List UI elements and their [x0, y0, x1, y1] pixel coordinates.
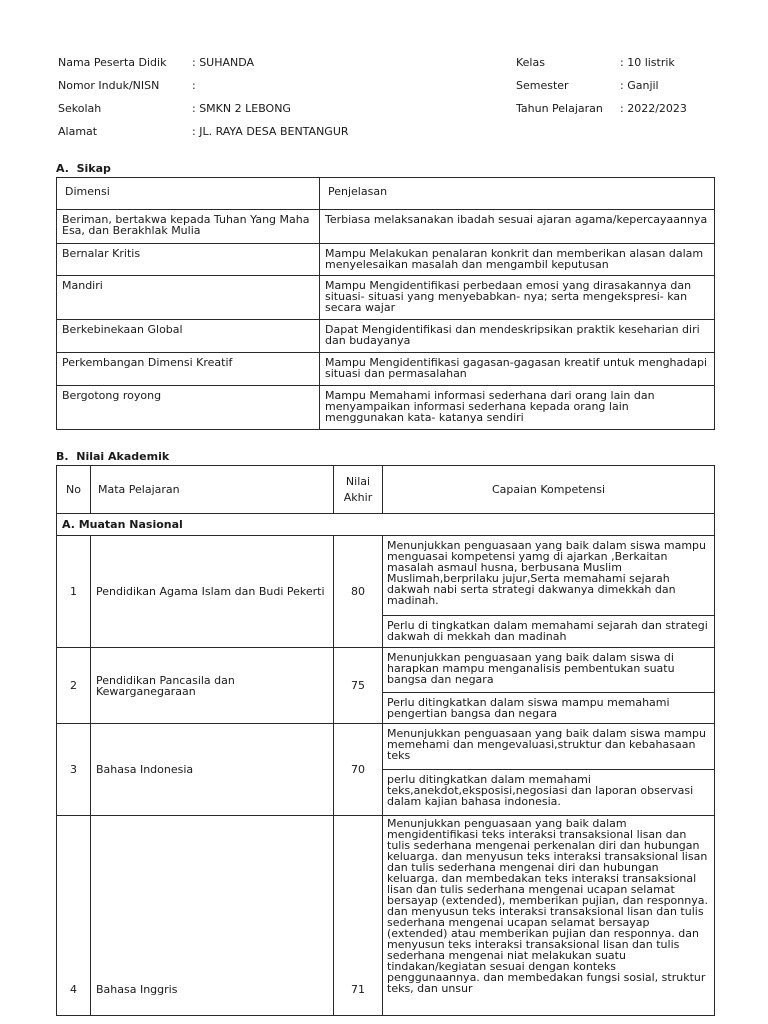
final-score: 70 [334, 724, 383, 816]
dimensi-cell: Bergotong royong [57, 386, 320, 430]
header-penjelasan: Penjelasan [320, 178, 715, 210]
penjelasan-cell: Mampu Melakukan penalaran konkrit dan memberikan alasan dalam menyelesaikan masalah dan mengambil keputusan [320, 244, 715, 276]
info-label: Nama Peserta Didik [58, 56, 167, 69]
dimensi-cell: Mandiri [57, 276, 320, 320]
section-akademik-title [56, 450, 169, 463]
competency-improve: perlu ditingkatkan dalam memahami teks,anekdot,eksposisi,negosiasi dan laporan observasi dalam kajian bahasa indonesia. [383, 769, 714, 815]
akademik-table [56, 465, 715, 1016]
subject-name: Bahasa Inggris [91, 816, 334, 1016]
table-row [57, 353, 715, 386]
table-row [57, 244, 715, 276]
info-value: : SUHANDA [192, 56, 255, 69]
competency-strength: Menunjukkan penguasaan yang baik dalam siswa mampu memehami dan mengevaluasi,struktur dan kebahasaan teks [387, 727, 707, 762]
table-row [57, 276, 715, 320]
competency-cell [383, 648, 715, 724]
info-value: : 10 listrik [620, 56, 675, 69]
row-number: 1 [57, 536, 91, 648]
section-name: Nilai Akademik [76, 450, 170, 463]
penjelasan-cell: Mampu Memahami informasi sederhana dari orang lain dan menyampaikan informasi sederhana kepada orang lain menggunakan kata- katanya sendiri [320, 386, 715, 430]
header-capaian: Capaian Kompetensi [383, 466, 715, 514]
competency-improve: Perlu ditingkatkan dalam siswa mampu memahami pengertian bangsa dan negara [383, 692, 714, 723]
info-value: : [192, 79, 196, 92]
final-score: 71 [334, 816, 383, 1016]
table-row [57, 320, 715, 353]
competency-strength: Menunjukkan penguasaan yang baik dalam siswa di harapkan mampu menganalisis pembentukan suatu bangsa dan negara [387, 651, 675, 686]
info-label: Sekolah [58, 102, 102, 115]
competency-cell [383, 724, 715, 816]
group-label: A. Muatan Nasional [57, 514, 715, 536]
info-label: Alamat [58, 125, 98, 138]
subject-name: Pendidikan Pancasila dan Kewarganegaraan [91, 648, 334, 724]
dimensi-cell: Beriman, bertakwa kepada Tuhan Yang Maha Esa, dan Berakhlak Mulia [57, 210, 320, 244]
table-row [57, 724, 715, 816]
section-name: Sikap [76, 162, 111, 175]
competency-strength: Menunjukkan penguasaan yang baik dalam siswa mampu menguasai kompetensi yamg di ajarkan ,Berkaitan masalah asmaul husna, berbusana Muslim Muslimah,berprilaku jujur,Serta memahami sejarah dakwah nabi serta strategi dakwanya dimekkah dan madinah. [387, 539, 707, 607]
header-dimensi: Dimensi [57, 178, 320, 210]
penjelasan-cell: Mampu Mengidentifikasi perbedaan emosi yang dirasakannya dan situasi- situasi yang menyebabkan- nya; serta mengekspresi- kan secara wajar [320, 276, 715, 320]
subject-name: Pendidikan Agama Islam dan Budi Pekerti [91, 536, 334, 648]
header-nilai-akhir: Nilai Akhir [334, 466, 383, 514]
row-number: 4 [57, 816, 91, 1016]
dimensi-cell: Bernalar Kritis [57, 244, 320, 276]
section-letter: B. [56, 450, 69, 463]
subject-name: Bahasa Indonesia [91, 724, 334, 816]
table-row [57, 210, 715, 244]
table-row [57, 386, 715, 430]
sikap-table [56, 177, 715, 430]
info-label: Kelas [516, 56, 545, 69]
header-mata-pelajaran: Mata Pelajaran [91, 466, 334, 514]
competency-cell [383, 816, 715, 1016]
dimensi-cell: Perkembangan Dimensi Kreatif [57, 353, 320, 386]
info-value: : JL. RAYA DESA BENTANGUR [192, 125, 349, 138]
dimensi-cell: Berkebinekaan Global [57, 320, 320, 353]
competency-improve: Perlu di tingkatkan dalam memahami sejarah dan strategi dakwah di mekkah dan madinah [383, 615, 714, 647]
final-score: 75 [334, 648, 383, 724]
penjelasan-cell: Dapat Mengidentifikasi dan mendeskripsikan praktik keseharian diri dan budayanya [320, 320, 715, 353]
table-row [57, 648, 715, 724]
competency-cell [383, 536, 715, 648]
final-score: 80 [334, 536, 383, 648]
info-value: : 2022/2023 [620, 102, 687, 115]
competency-strength: Menunjukkan penguasaan yang baik dalam mengidentifikasi teks interaksi transaksional lisan dan tulis sederhana mengenai perkenalan diri dan hubungan keluarga. dan menyusun teks interaksi transaksional lisan dan tulis sederhana mengenai diri dan hubungan keluarga. dan membedakan teks interaksi transaksional lisan dan tulis sederhana mengenai ucapan selamat bersayap (extended), memberikan pujian, dan responnya. dan menyusun teks interaksi transaksional lisan dan tulis sederhana mengenai ucapan selamat bersayap (extended) atau memberikan pujian dan responnya. dan menyusun teks interaksi transaksional lisan dan tulis sederhana mengenai niat melakukan suatu tindakan/kegiatan sesuai dengan konteks penggunaannya. dan membedakan fungsi sosial, struktur teks, dan unsur [387, 817, 708, 995]
table-header-row [57, 466, 715, 514]
penjelasan-cell: Terbiasa melaksanakan ibadah sesuai ajaran agama/kepercayaannya [320, 210, 715, 244]
table-row [57, 536, 715, 648]
group-row [57, 514, 715, 536]
table-header-row [57, 178, 715, 210]
info-label: Nomor Induk/NISN [58, 79, 160, 92]
row-number: 2 [57, 648, 91, 724]
table-row [57, 816, 715, 1016]
info-label: Tahun Pelajaran [516, 102, 603, 115]
info-value: : SMKN 2 LEBONG [192, 102, 291, 115]
penjelasan-cell: Mampu Mengidentifikasi gagasan-gagasan kreatif untuk menghadapi situasi dan permasalahan [320, 353, 715, 386]
info-label: Semester [516, 79, 569, 92]
section-letter: A. [56, 162, 69, 175]
section-sikap-title [56, 162, 111, 175]
row-number: 3 [57, 724, 91, 816]
header-no: No [57, 466, 91, 514]
info-value: : Ganjil [620, 79, 659, 92]
